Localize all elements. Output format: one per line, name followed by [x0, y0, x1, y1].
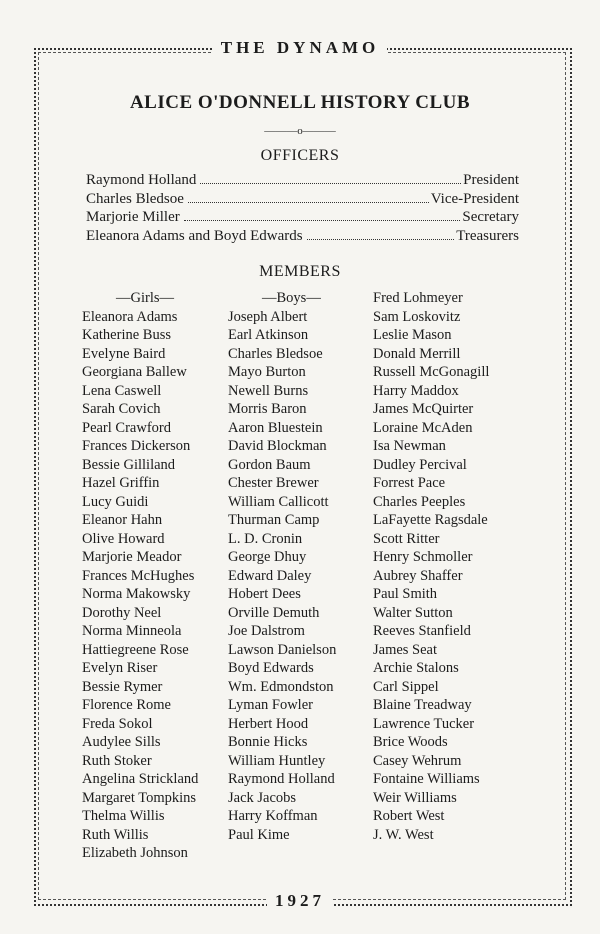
member-boy: Lyman Fowler	[228, 697, 313, 713]
dot-leader	[184, 219, 461, 221]
running-foot	[0, 891, 600, 911]
member-boy: Paul Kime	[228, 826, 290, 843]
member-girl: Freda Sokol	[82, 715, 153, 732]
member-girl: Marjorie Meador	[82, 549, 182, 565]
officer-row	[86, 191, 519, 210]
member-boy: Fred Lohmeyer	[373, 290, 463, 306]
member-boy: Loraine McAden	[373, 419, 473, 436]
member-boy: Herbert Hood	[228, 715, 309, 732]
members-heading: MEMBERS	[259, 263, 341, 280]
officer-name: Raymond Holland	[86, 172, 197, 188]
member-boy: Earl Atkinson	[228, 327, 309, 343]
member-boy: Paul Smith	[373, 586, 438, 602]
boys-column-1	[228, 289, 336, 844]
member-boy: Chester Brewer	[228, 475, 319, 491]
member-boy: David Blockman	[228, 438, 327, 454]
member-boy: James McQuirter	[373, 401, 474, 417]
member-boy: Jack Jacobs	[228, 789, 297, 806]
member-boy: Lawrence Tucker	[373, 715, 475, 732]
dot-leader	[188, 201, 429, 203]
officer-role: Secretary	[462, 209, 519, 225]
member-girl: Bessie Gilliland	[82, 456, 176, 473]
girls-heading: —Girls—	[116, 290, 174, 306]
member-boy: Robert West	[373, 808, 445, 824]
member-girl: Norma Minneola	[82, 623, 182, 639]
member-boy: Newell Burns	[228, 382, 309, 399]
member-girl: Pearl Crawford	[82, 419, 171, 436]
member-boy: Gordon Baum	[228, 456, 311, 473]
member-boy: James Seat	[373, 641, 438, 658]
member-girl: Eleanora Adams	[82, 308, 178, 325]
member-boy: Harry Koffman	[228, 808, 318, 824]
officer-row	[86, 209, 519, 228]
officer-row	[86, 228, 519, 247]
officer-name: Marjorie Miller	[86, 209, 180, 225]
running-head	[0, 38, 600, 58]
member-boy: William Huntley	[228, 752, 326, 769]
member-girl: Norma Makowsky	[82, 586, 191, 602]
member-boy: Fontaine Williams	[373, 771, 480, 787]
officer-name: Charles Bledsoe	[86, 190, 184, 207]
member-boy: Brice Woods	[373, 734, 448, 750]
member-boy: Henry Schmoller	[373, 549, 473, 565]
dot-leader	[307, 238, 455, 240]
member-boy: Russell McGonagill	[373, 364, 490, 380]
member-boy: Edward Daley	[228, 567, 312, 584]
boys-column-2	[373, 289, 489, 844]
member-boy: Boyd Edwards	[228, 660, 314, 676]
title-divider: ———o———	[264, 125, 336, 137]
member-boy: Sam Loskovitz	[373, 308, 461, 325]
member-boy: Harry Maddox	[373, 382, 459, 399]
member-boy: Wm. Edmondston	[228, 678, 334, 695]
member-girl: Lena Caswell	[82, 382, 162, 399]
member-boy: Walter Sutton	[373, 604, 453, 621]
member-boy: LaFayette Ragsdale	[373, 512, 488, 528]
boys-heading: —Boys—	[262, 290, 321, 306]
member-girl: Sarah Covich	[82, 401, 161, 417]
member-girl: Audylee Sills	[82, 734, 161, 750]
member-boy: Joseph Albert	[228, 308, 308, 325]
member-boy: Raymond Holland	[228, 771, 335, 787]
member-boy: Isa Newman	[373, 438, 446, 454]
member-boy: Charles Bledsoe	[228, 345, 323, 362]
officer-row	[86, 172, 519, 191]
member-boy: Carl Sippel	[373, 678, 439, 695]
member-boy: William Callicott	[228, 493, 329, 510]
officers-heading: OFFICERS	[260, 147, 340, 164]
member-boy: Reeves Stanfield	[373, 623, 471, 639]
member-girl: Frances Dickerson	[82, 438, 191, 454]
member-girl: Eleanor Hahn	[82, 512, 163, 528]
dot-leader	[200, 182, 461, 184]
member-boy: Lawson Danielson	[228, 641, 337, 658]
officer-role: President	[463, 172, 519, 188]
member-boy: Thurman Camp	[228, 512, 320, 528]
member-boy: Joe Dalstrom	[228, 623, 305, 639]
member-boy: Hobert Dees	[228, 586, 301, 602]
member-boy: Archie Stalons	[373, 660, 459, 676]
member-girl: Elizabeth Johnson	[82, 845, 188, 861]
page-title: ALICE O'DONNELL HISTORY CLUB	[129, 92, 471, 113]
member-girl: Thelma Willis	[82, 808, 165, 824]
member-boy: Aubrey Shaffer	[373, 567, 463, 584]
page-year: 1927	[267, 891, 333, 910]
officer-role: Vice-President	[430, 190, 519, 207]
officer-role: Treasurers	[456, 227, 519, 244]
girls-column	[82, 289, 198, 863]
member-girl: Evelyne Baird	[82, 345, 166, 362]
member-girl: Lucy Guidi	[82, 493, 149, 510]
member-boy: George Dhuy	[228, 549, 307, 565]
member-boy: Mayo Burton	[228, 364, 306, 380]
member-girl: Ruth Stoker	[82, 752, 152, 769]
member-girl: Evelyn Riser	[82, 660, 158, 676]
member-girl: Margaret Tompkins	[82, 789, 197, 806]
member-girl: Dorothy Neel	[82, 604, 162, 621]
member-boy: Bonnie Hicks	[228, 734, 308, 750]
member-boy: Forrest Pace	[373, 475, 446, 491]
member-girl: Ruth Willis	[82, 826, 149, 843]
member-boy: Leslie Mason	[373, 327, 452, 343]
member-girl: Angelina Strickland	[82, 771, 199, 787]
member-girl: Hazel Griffin	[82, 475, 160, 491]
member-boy: Blaine Treadway	[373, 697, 472, 713]
member-boy: Weir Williams	[373, 789, 457, 806]
officer-name: Eleanora Adams and Boyd Edwards	[86, 227, 303, 244]
member-girl: Hattiegreene Rose	[82, 641, 189, 658]
member-boy: Dudley Percival	[373, 456, 467, 473]
member-girl: Florence Rome	[82, 697, 171, 713]
member-boy: Charles Peeples	[373, 493, 466, 510]
member-girl: Georgiana Ballew	[82, 364, 187, 380]
member-boy: Casey Wehrum	[373, 752, 462, 769]
member-girl: Bessie Rymer	[82, 678, 163, 695]
officers-list	[86, 172, 519, 246]
member-boy: Donald Merrill	[373, 345, 461, 362]
member-boy: Aaron Bluestein	[228, 419, 323, 436]
member-boy: Scott Ritter	[373, 530, 440, 547]
member-boy: Morris Baron	[228, 401, 307, 417]
member-boy: J. W. West	[373, 826, 434, 843]
member-boy: Orville Demuth	[228, 604, 320, 621]
member-girl: Katherine Buss	[82, 327, 171, 343]
running-head-text: THE DYNAMO	[213, 38, 388, 57]
member-boy: L. D. Cronin	[228, 530, 303, 547]
member-girl: Frances McHughes	[82, 567, 195, 584]
member-girl: Olive Howard	[82, 530, 165, 547]
